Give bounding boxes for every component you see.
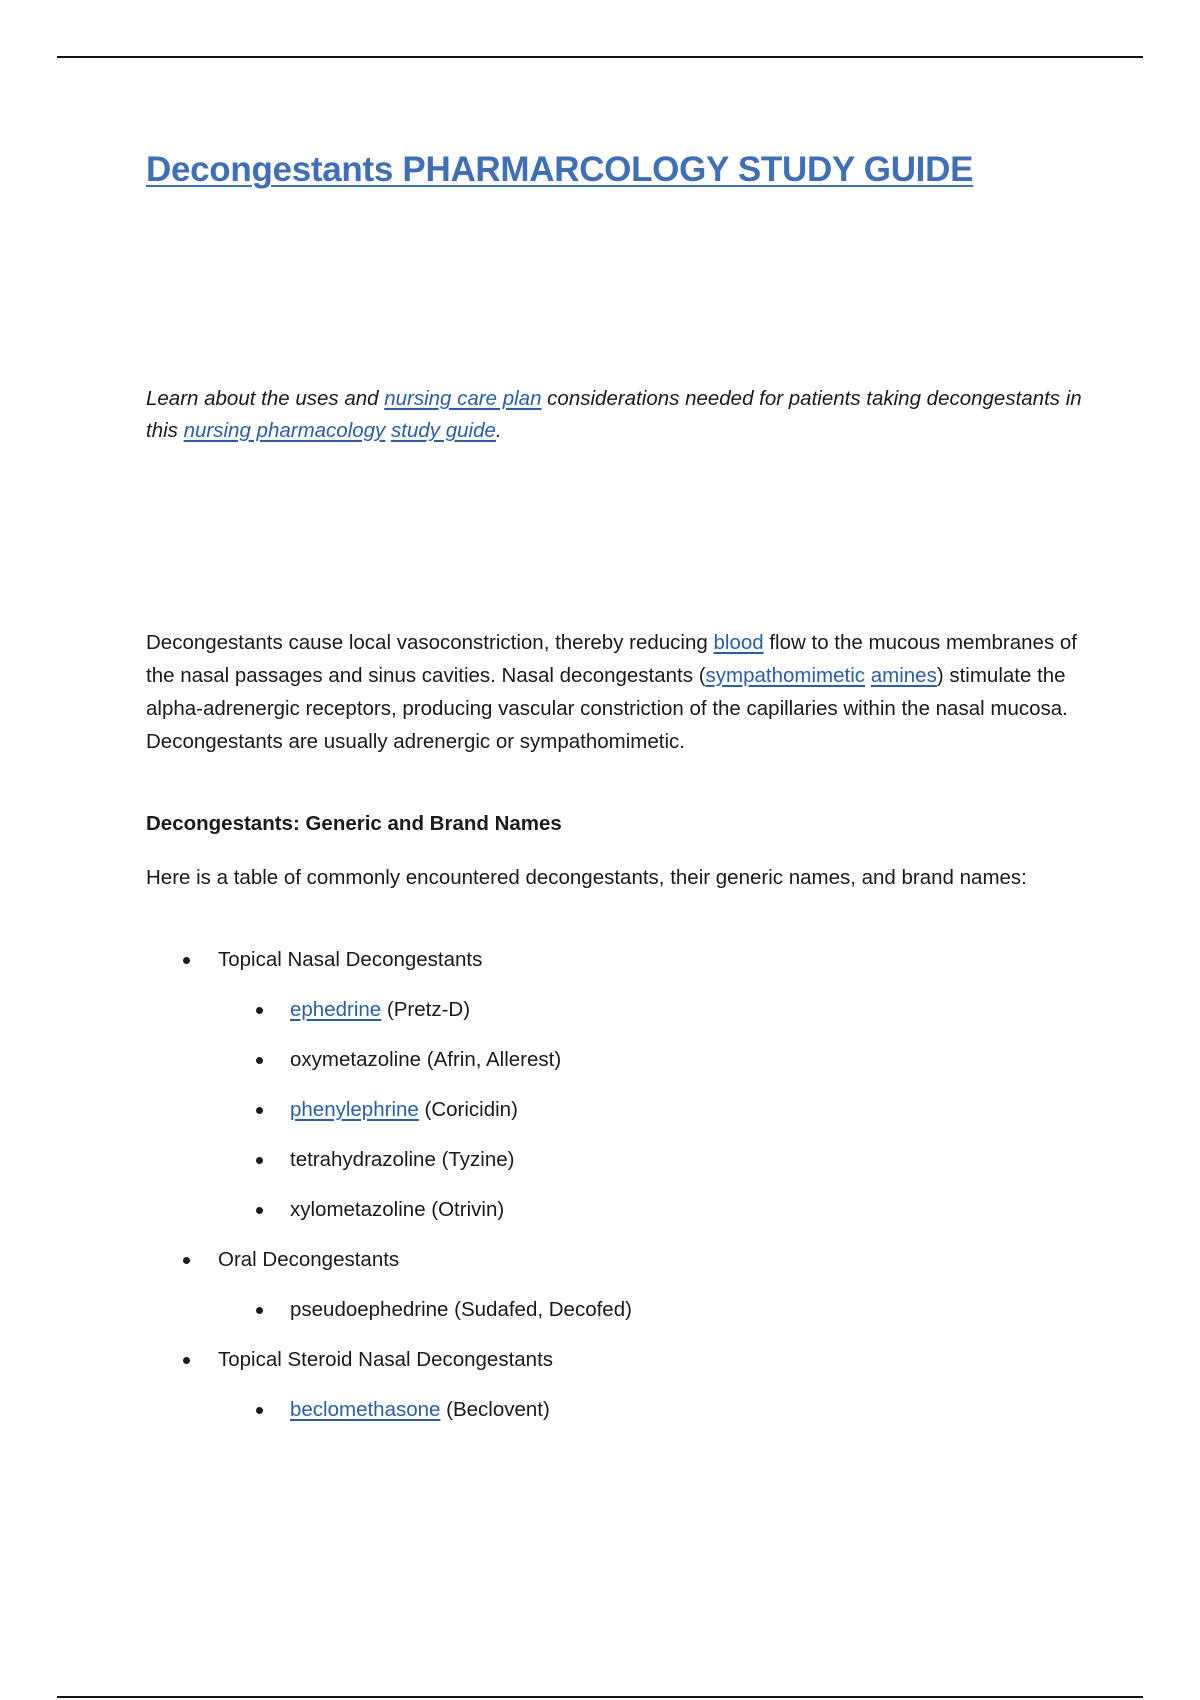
sympathomimetic-link[interactable]: sympathomimetic [705,664,866,687]
brand-name: (Tyzine) [435,1148,515,1171]
generic-name: oxymetazoline [290,1048,422,1071]
top-rule [57,56,1143,58]
bullet-icon [183,1357,190,1364]
blood-link[interactable]: blood [713,631,764,654]
brand-name: (Afrin, Allerest) [421,1048,562,1071]
generic-name: xylometazoline [290,1198,426,1221]
decongestant-list [146,945,1046,1425]
list-item [146,1095,1046,1125]
group-label-text: Oral Decongestants [218,1248,400,1271]
section-heading: Decongestants: Generic and Brand Names [146,812,562,835]
bullet-icon [256,1407,263,1414]
group-oral [146,1245,1046,1325]
intro-text-end: . [495,419,502,442]
ephedrine-link[interactable]: ephedrine [290,998,382,1021]
bullet-icon [256,1157,263,1164]
bottom-rule [57,1696,1143,1698]
intro-text-1: Learn about the uses and [146,387,385,410]
amines-link[interactable]: amines [870,664,937,687]
brand-name: (Pretz-D) [381,998,471,1021]
bullet-icon [183,957,190,964]
list-item [146,1395,1046,1425]
brand-name: (Beclovent) [440,1398,550,1421]
group-topical-steroid [146,1345,1046,1425]
bullet-icon [256,1307,263,1314]
intro-text-2: considerations needed for patients taking decongestants in this [146,387,1082,442]
list-item [146,1295,1046,1325]
study-guide-link[interactable]: study guide [391,419,496,442]
group-topical-nasal [146,945,1046,1225]
nursing-pharmacology-link[interactable]: nursing pharmacology [183,419,386,442]
group-label-text: Topical Nasal Decongestants [218,948,483,971]
list-group-label [146,1345,1046,1375]
generic-name: pseudoephedrine [290,1298,449,1321]
list-group-label [146,1245,1046,1275]
brand-name: (Coricidin) [418,1098,518,1121]
intro-paragraph [146,383,1106,447]
bullet-icon [256,1107,263,1114]
bullet-icon [183,1257,190,1264]
phenylephrine-link[interactable]: phenylephrine [290,1098,419,1121]
list-item [146,1195,1046,1225]
table-intro-paragraph: Here is a table of commonly encountered decongestants, their generic names, and brand names: [146,866,1027,889]
bullet-icon [256,1057,263,1064]
bullet-icon [256,1207,263,1214]
beclomethasone-link[interactable]: beclomethasone [290,1398,441,1421]
page-title[interactable]: Decongestants PHARMARCOLOGY STUDY GUIDE [146,150,974,189]
bullet-icon [256,1007,263,1014]
group-label-text: Topical Steroid Nasal Decongestants [218,1348,554,1371]
list-group-label [146,945,1046,975]
list-item [146,995,1046,1025]
list-item [146,1045,1046,1075]
description-text-3: ) stimulate the alpha-adrenergic receptors, producing vascular constriction of the capillaries within the nasal mucosa. Decongestants are usually adrenergic or sympathomimetic. [146,664,1068,753]
generic-name: tetrahydrazoline [290,1148,436,1171]
brand-name: (Otrivin) [425,1198,505,1221]
nursing-care-plan-link[interactable]: nursing care plan [384,387,542,410]
list-item [146,1145,1046,1175]
description-text-2: flow to the mucous membranes of the nasal passages and sinus cavities. Nasal decongestants ( [146,631,1077,687]
description-text-1: Decongestants cause local vasoconstriction, thereby reducing [146,631,714,654]
description-paragraph [146,626,1086,758]
brand-name: (Sudafed, Decofed) [448,1298,632,1321]
